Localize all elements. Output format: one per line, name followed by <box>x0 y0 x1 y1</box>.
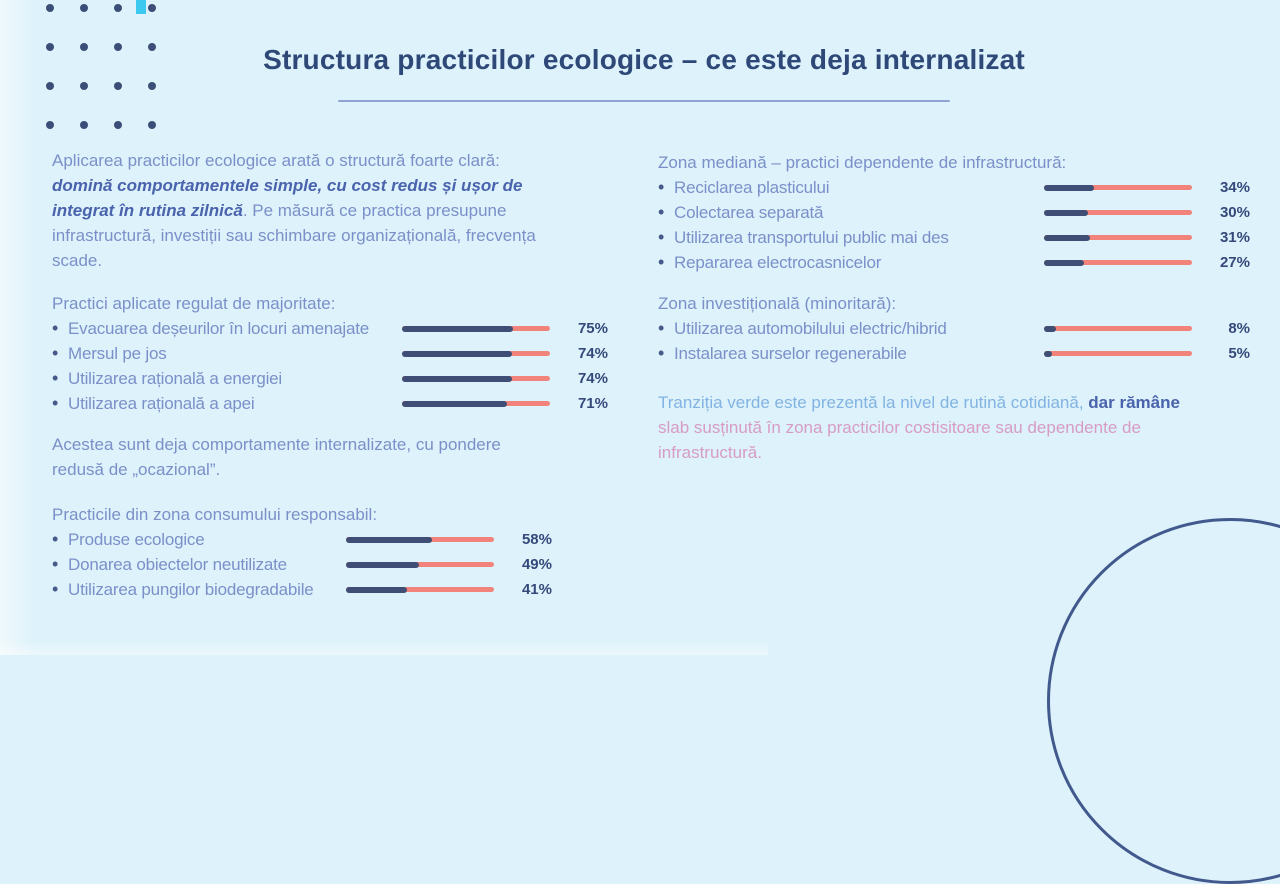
bullet-icon: • <box>52 318 59 338</box>
bullet-icon: • <box>52 343 59 363</box>
bar-fill <box>346 587 407 593</box>
group-title: Practici aplicate regulat de majoritate: <box>52 294 336 313</box>
practice-value: 49% <box>521 556 552 573</box>
practice-bar <box>402 326 550 331</box>
practice-label: Evacuarea deșeurilor în locuri amenajate <box>68 319 370 338</box>
dot-icon <box>80 82 88 90</box>
practice-label: Utilizarea pungilor biodegradabile <box>68 580 314 599</box>
practice-label: Utilizarea rațională a energiei <box>68 369 282 388</box>
practice-bar <box>1044 351 1192 356</box>
bar-fill <box>402 401 507 407</box>
bullet-icon: • <box>52 393 59 413</box>
practice-value: 74% <box>577 345 608 362</box>
practice-bar <box>346 562 494 567</box>
practice-value: 8% <box>1228 320 1250 337</box>
practice-value: 41% <box>521 581 552 598</box>
practice-bar <box>1044 185 1192 190</box>
group-title: Zona mediană – practici dependente de infrastructură: <box>658 153 1067 172</box>
title-underline <box>338 100 950 102</box>
practice-row <box>52 341 608 366</box>
group-invest <box>658 291 1250 366</box>
bullet-icon: • <box>658 177 665 197</box>
dot-icon <box>80 121 88 129</box>
practice-label: Instalarea surselor regenerabile <box>674 344 907 363</box>
practice-row <box>658 341 1250 366</box>
dot-icon <box>148 121 156 129</box>
bullet-icon: • <box>658 202 665 222</box>
dot-icon <box>148 82 156 90</box>
practice-bar <box>402 351 550 356</box>
bullet-icon: • <box>52 579 59 599</box>
practice-row <box>658 250 1250 275</box>
circle-decoration <box>1047 518 1280 884</box>
left-column <box>52 148 617 602</box>
practice-row <box>52 366 608 391</box>
note-paragraph: Acestea sunt deja comportamente internalizate, cu pondere redusă de „ocazional”. <box>52 435 501 479</box>
practice-value: 34% <box>1219 179 1250 196</box>
dot-icon <box>80 43 88 51</box>
dot-icon <box>114 82 122 90</box>
intro-paragraph <box>52 148 537 273</box>
intro-text: Aplicarea practicilor ecologice arată o structură foarte clară: <box>52 151 500 170</box>
practice-bar <box>346 587 494 592</box>
bullet-icon: • <box>52 529 59 549</box>
practice-row <box>658 316 1250 341</box>
group-rows <box>52 316 608 416</box>
bar-fill <box>402 326 513 332</box>
bullet-icon: • <box>52 554 59 574</box>
bullet-icon: • <box>658 252 665 272</box>
bullet-icon: • <box>658 343 665 363</box>
practice-row <box>52 527 552 552</box>
practice-label: Utilizarea transportului public mai des <box>674 228 949 247</box>
practice-row <box>658 175 1250 200</box>
practice-bar <box>1044 326 1192 331</box>
bar-fill <box>1044 351 1052 357</box>
group-regular <box>52 291 608 416</box>
practice-row <box>52 316 608 341</box>
bullet-icon: • <box>658 318 665 338</box>
frame-edge-bottom <box>0 641 768 655</box>
bar-fill <box>402 351 512 357</box>
dot-icon <box>114 4 122 12</box>
dot-icon <box>80 4 88 12</box>
group-title: Practicile din zona consumului responsabil: <box>52 505 378 524</box>
bar-fill <box>1044 235 1090 241</box>
group-consum <box>52 502 552 602</box>
bar-fill <box>1044 326 1056 332</box>
practice-value: 75% <box>577 320 608 337</box>
practice-value: 58% <box>521 531 552 548</box>
practice-value: 31% <box>1219 229 1250 246</box>
right-column <box>658 150 1250 465</box>
practice-label: Colectarea separată <box>674 203 824 222</box>
practice-row <box>658 225 1250 250</box>
practice-bar <box>1044 235 1192 240</box>
bar-fill <box>402 376 512 382</box>
intro-text-bold: domină comportamentele simple, cu cost redus și ușor de integrat în rutina zilnică <box>52 176 523 220</box>
practice-label: Utilizarea rațională a apei <box>68 394 255 413</box>
dot-icon <box>46 121 54 129</box>
practice-label: Donarea obiectelor neutilizate <box>68 555 287 574</box>
dot-icon <box>148 4 156 12</box>
cyan-cursor-mark <box>136 0 146 14</box>
bullet-icon: • <box>52 368 59 388</box>
practice-label: Reciclarea plasticului <box>674 178 830 197</box>
group-rows <box>52 527 552 602</box>
dot-grid-decoration <box>46 4 156 129</box>
slide-header <box>174 44 1114 102</box>
practice-row <box>52 577 552 602</box>
practice-value: 30% <box>1219 204 1250 221</box>
practice-bar <box>1044 260 1192 265</box>
dot-icon <box>46 82 54 90</box>
practice-value: 74% <box>577 370 608 387</box>
group-rows <box>658 316 1250 366</box>
dot-icon <box>46 4 54 12</box>
group-mediana <box>658 150 1250 275</box>
bullet-icon: • <box>658 227 665 247</box>
practice-bar <box>1044 210 1192 215</box>
group-title: Zona investițională (minoritară): <box>658 294 897 313</box>
intro-text-post: . Pe măsură ce practica presupune infrastructură, investiții sau schimbare organizațională, frecvența scade. <box>52 201 536 270</box>
bar-fill <box>1044 185 1094 191</box>
page-title: Structura practicilor ecologice – ce este deja internalizat <box>263 44 1025 75</box>
practice-row <box>658 200 1250 225</box>
conclusion-navy: dar rămâne <box>1088 393 1180 412</box>
dot-icon <box>46 43 54 51</box>
practice-bar <box>346 537 494 542</box>
practice-bar <box>402 401 550 406</box>
practice-label: Utilizarea automobilului electric/hibrid <box>674 319 947 338</box>
practice-value: 27% <box>1219 254 1250 271</box>
dot-icon <box>114 43 122 51</box>
practice-label: Repararea electrocasnicelor <box>674 253 882 272</box>
dot-icon <box>148 43 156 51</box>
practice-label: Mersul pe jos <box>68 344 167 363</box>
practice-label: Produse ecologice <box>68 530 205 549</box>
dot-icon <box>114 121 122 129</box>
conclusion-blue: Tranziția verde este prezentă la nivel de rutină cotidiană, <box>658 393 1089 412</box>
practice-row <box>52 552 552 577</box>
conclusion-paragraph <box>658 390 1198 465</box>
bar-fill <box>346 562 419 568</box>
bar-fill <box>1044 210 1088 216</box>
practice-bar <box>402 376 550 381</box>
practice-value: 5% <box>1228 345 1250 362</box>
practice-value: 71% <box>577 395 608 412</box>
conclusion-pink: slab susținută în zona practicilor costisitoare sau dependente de infrastructură. <box>658 418 1141 462</box>
bar-fill <box>1044 260 1084 266</box>
group-rows <box>658 175 1250 275</box>
bar-fill <box>346 537 432 543</box>
frame-edge-left <box>0 0 36 655</box>
practice-row <box>52 391 608 416</box>
